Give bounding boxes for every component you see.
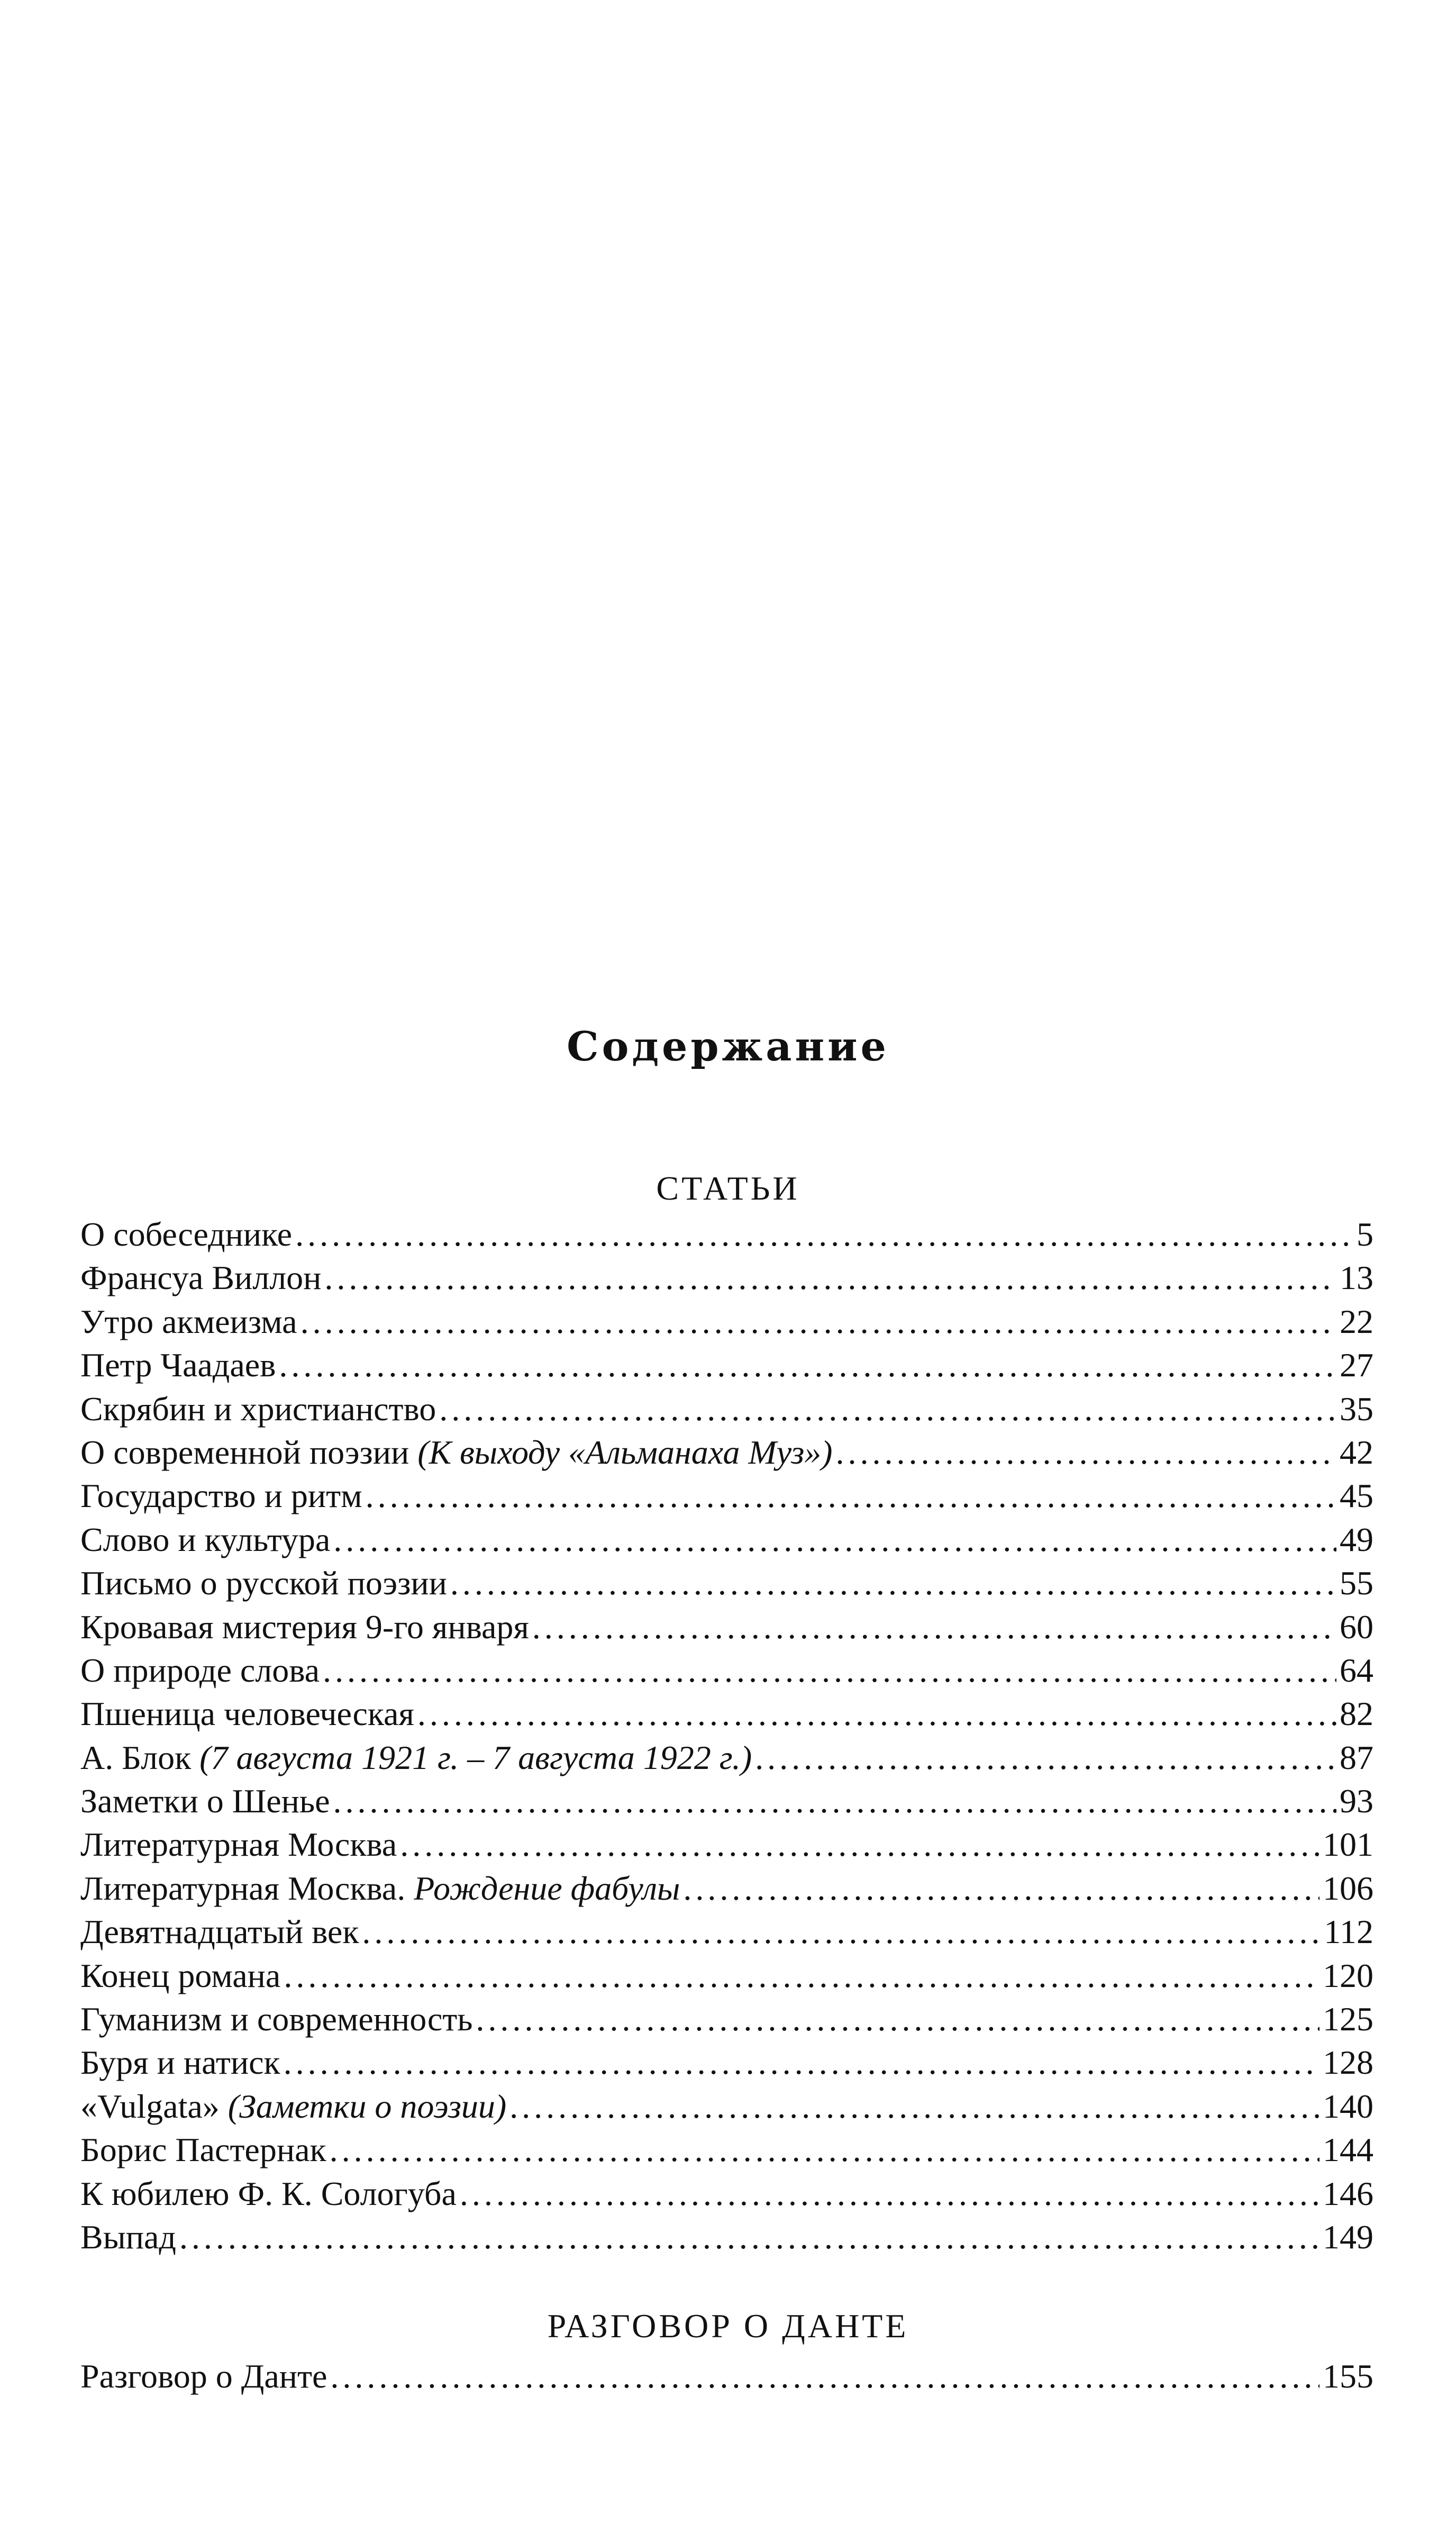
toc-entry-subtitle: (К выходу «Альманаха Муз»)	[417, 1433, 833, 1471]
toc-dot-leader	[284, 2041, 1320, 2084]
toc-dot-leader	[279, 1344, 1336, 1387]
toc-entry	[80, 2172, 1373, 2216]
toc-entry	[80, 1562, 1373, 1605]
toc-page-number: 60	[1340, 1608, 1373, 1646]
toc-dot-leader	[476, 1998, 1320, 2041]
toc-page-number: 149	[1323, 2218, 1373, 2256]
toc-list-articles	[80, 1213, 1373, 2259]
toc-entry	[80, 1823, 1373, 1866]
toc-entry-title	[80, 1387, 436, 1431]
toc-entry	[80, 1736, 1373, 1780]
toc-entry-title	[80, 1562, 447, 1605]
toc-entry-main-title: Государство и ритм	[80, 1477, 362, 1515]
toc-entry	[80, 1867, 1373, 1910]
toc-entry-title	[80, 1300, 297, 1344]
toc-page-number: 64	[1340, 1651, 1373, 1689]
toc-entry-subtitle: (Заметки о поэзии)	[228, 2087, 507, 2125]
toc-entry-title	[80, 2041, 280, 2084]
toc-page-number: 146	[1323, 2174, 1373, 2212]
toc-entry	[80, 1910, 1373, 1954]
toc-page-number: 155	[1323, 2357, 1373, 2395]
toc-entry-main-title: «Vulgata»	[80, 2087, 220, 2125]
toc-page-number: 22	[1340, 1302, 1373, 1340]
toc-entry-main-title: Литературная Москва	[80, 1826, 397, 1864]
toc-entry-main-title: О природе слова	[80, 1651, 320, 1689]
toc-entry-main-title: К юбилею Ф. К. Сологуба	[80, 2174, 457, 2212]
toc-entry-main-title: Скрябин и христианство	[80, 1390, 436, 1428]
toc-dot-leader	[366, 1474, 1336, 1518]
toc-dot-leader	[755, 1736, 1336, 1780]
toc-dot-leader	[460, 2172, 1320, 2216]
toc-page-number: 125	[1323, 2000, 1373, 2038]
toc-dot-leader	[683, 1867, 1320, 1910]
toc-entry-main-title: Франсуа Виллон	[80, 1259, 322, 1297]
toc-entry-title	[80, 1867, 680, 1910]
page-title: Содержание	[567, 1023, 889, 1070]
toc-entry-subtitle: Рождение фабулы	[414, 1869, 680, 1907]
toc-entry	[80, 2041, 1373, 2084]
toc-entry-title	[80, 1780, 330, 1823]
toc-entry	[80, 1692, 1373, 1736]
toc-entry-main-title: О собеседнике	[80, 1215, 293, 1253]
toc-dot-leader	[532, 1605, 1336, 1649]
toc-entry-title	[80, 1736, 752, 1780]
toc-page-number: 140	[1323, 2087, 1373, 2125]
toc-page-number: 5	[1357, 1215, 1373, 1253]
toc-entry-title	[80, 2085, 506, 2128]
toc-entry	[80, 1387, 1373, 1431]
toc-entry-subtitle: (7 августа 1921 г. – 7 августа 1922 г.)	[199, 1738, 752, 1776]
toc-entry	[80, 2128, 1373, 2172]
toc-entry-title	[80, 1605, 529, 1649]
toc-dot-leader	[417, 1692, 1336, 1736]
toc-page-number: 27	[1340, 1346, 1373, 1384]
toc-page-number: 112	[1324, 1913, 1373, 1951]
toc-entry	[80, 1780, 1373, 1823]
toc-entry	[80, 2216, 1373, 2259]
toc-entry	[80, 2355, 1373, 2398]
toc-entry-main-title: Буря и натиск	[80, 2044, 280, 2082]
toc-entry-title	[80, 1474, 362, 1518]
toc-entry-title	[80, 1823, 397, 1866]
toc-page-number: 82	[1340, 1695, 1373, 1733]
toc-entry-main-title: Пшеница человеческая	[80, 1695, 414, 1733]
toc-entry-title	[80, 1518, 330, 1562]
toc-list-dante	[80, 2355, 1373, 2398]
toc-entry-title	[80, 1910, 359, 1954]
toc-entry-main-title: А. Блок	[80, 1738, 192, 1776]
toc-entry	[80, 1431, 1373, 1474]
toc-entry-main-title: Разговор о Данте	[80, 2357, 327, 2395]
toc-entry	[80, 1344, 1373, 1387]
toc-dot-leader	[284, 1954, 1320, 1998]
toc-dot-leader	[835, 1431, 1336, 1474]
toc-dot-leader	[301, 1300, 1336, 1344]
toc-dot-leader	[295, 1213, 1353, 1256]
toc-entry-title	[80, 1649, 320, 1692]
toc-entry-main-title: Заметки о Шенье	[80, 1782, 330, 1820]
section-heading-dante: РАЗГОВОР О ДАНТЕ	[547, 2307, 909, 2345]
toc-page-number: 13	[1340, 1259, 1373, 1297]
toc-entry	[80, 1213, 1373, 1256]
section-heading-articles: СТАТЬИ	[656, 1169, 800, 1207]
toc-entry-main-title: Гуманизм и современность	[80, 2000, 473, 2038]
toc-entry-main-title: Утро акмеизма	[80, 1302, 297, 1340]
toc-dot-leader	[323, 1649, 1336, 1692]
toc-page-number: 87	[1340, 1738, 1373, 1776]
toc-entry-title	[80, 1213, 292, 1256]
toc-entry	[80, 1300, 1373, 1344]
toc-dot-leader	[450, 1562, 1336, 1605]
toc-page-number: 128	[1323, 2044, 1373, 2082]
toc-dot-leader	[362, 1910, 1321, 1954]
toc-page-number: 45	[1340, 1477, 1373, 1515]
toc-entry-main-title: Выпад	[80, 2218, 176, 2256]
toc-dot-leader	[179, 2216, 1320, 2259]
toc-entry-main-title: Литературная Москва.	[80, 1869, 406, 1907]
toc-page-number: 106	[1323, 1869, 1373, 1907]
toc-page-number: 55	[1340, 1564, 1373, 1602]
toc-dot-leader	[330, 2128, 1320, 2172]
toc-entry-title	[80, 1256, 321, 1300]
toc-entry-title	[80, 1344, 276, 1387]
toc-dot-leader	[400, 1823, 1320, 1866]
toc-entry-title	[80, 1431, 832, 1474]
toc-entry	[80, 1954, 1373, 1998]
toc-entry	[80, 1605, 1373, 1649]
toc-page-number: 42	[1340, 1433, 1373, 1471]
toc-entry-main-title: Письмо о русской поэзии	[80, 1564, 447, 1602]
toc-entry	[80, 1649, 1373, 1692]
toc-dot-leader	[333, 1780, 1337, 1823]
toc-entry-main-title: Конец романа	[80, 1956, 281, 1994]
toc-entry	[80, 1518, 1373, 1562]
toc-dot-leader	[509, 2085, 1320, 2128]
toc-page-number: 49	[1340, 1520, 1373, 1558]
toc-page-number: 35	[1340, 1390, 1373, 1428]
toc-dot-leader	[330, 2355, 1320, 2398]
toc-entry	[80, 2085, 1373, 2128]
toc-entry-title	[80, 1692, 414, 1736]
toc-entry-title	[80, 2172, 457, 2216]
toc-entry	[80, 1474, 1373, 1518]
toc-entry-main-title: Петр Чаадаев	[80, 1346, 276, 1384]
toc-entry	[80, 1998, 1373, 2041]
toc-entry	[80, 1256, 1373, 1300]
toc-entry-title	[80, 1954, 280, 1998]
toc-entry-main-title: О современной поэзии	[80, 1433, 410, 1471]
toc-dot-leader	[439, 1387, 1336, 1431]
toc-dot-leader	[333, 1518, 1336, 1562]
toc-entry-title	[80, 2216, 176, 2259]
toc-entry-title	[80, 2355, 327, 2398]
toc-entry-main-title: Кровавая мистерия 9-го января	[80, 1608, 529, 1646]
toc-page-number: 101	[1323, 1826, 1373, 1864]
toc-entry-main-title: Девятнадцатый век	[80, 1913, 359, 1951]
toc-dot-leader	[324, 1256, 1336, 1300]
toc-page-number: 144	[1323, 2131, 1373, 2169]
toc-entry-main-title: Слово и культура	[80, 1520, 331, 1558]
toc-entry-title	[80, 1998, 472, 2041]
toc-entry-main-title: Борис Пастернак	[80, 2131, 326, 2169]
toc-entry-title	[80, 2128, 326, 2172]
toc-page-number: 93	[1340, 1782, 1373, 1820]
toc-page-number: 120	[1323, 1956, 1373, 1994]
